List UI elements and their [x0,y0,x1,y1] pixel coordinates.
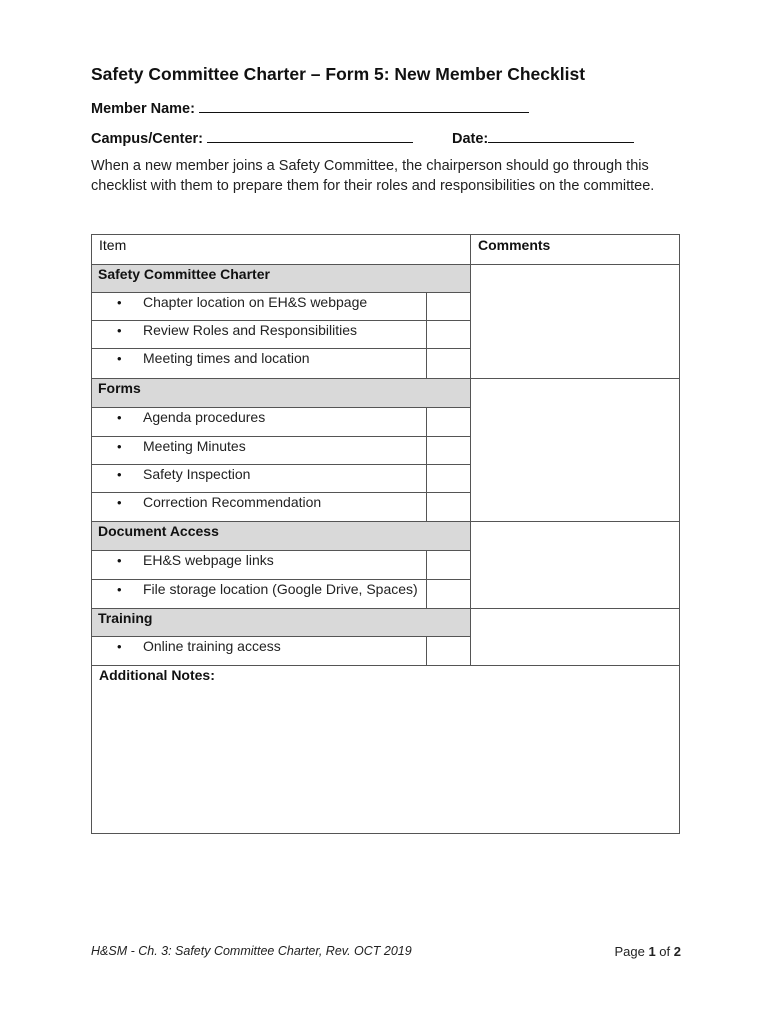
bullet-icon: • [117,639,122,654]
section-label: Safety Committee Charter [98,266,270,282]
header-comments-label: Comments [478,237,551,253]
intro-paragraph: When a new member joins a Safety Committee, the chairperson should go through this checklist with them to prepare them for their roles and responsibilities on the committee. [91,158,655,194]
page-of: of [659,944,671,959]
bullet-icon: • [117,295,122,310]
additional-notes-cell[interactable] [91,665,680,834]
date-row [452,128,634,147]
item-label: Chapter location on EH&S webpage [143,294,368,310]
item-checkbox[interactable] [426,580,470,608]
item-checkbox[interactable] [426,637,470,665]
checklist-item [91,348,471,379]
page-number [614,944,681,959]
section-label: Training [98,610,153,626]
item-checkbox[interactable] [426,293,470,320]
header-item-cell [91,234,471,265]
checklist-item [91,636,471,666]
campus-row [91,128,413,147]
bullet-icon: • [117,351,122,366]
form-title: Safety Committee Charter – Form 5: New Member Checklist [91,64,586,84]
bullet-icon: • [117,495,122,510]
bullet-icon: • [117,410,122,425]
checklist-table [91,234,680,834]
bullet-icon: • [117,467,122,482]
bullet-icon: • [117,439,122,454]
item-label: Agenda procedures [143,409,266,425]
item-label: Meeting Minutes [143,438,246,454]
comments-cell-forms[interactable] [470,378,680,522]
item-checkbox[interactable] [426,465,470,492]
checklist-item [91,436,471,465]
comments-cell-training[interactable] [470,608,680,666]
section-label: Forms [98,380,141,396]
page-current: 1 [648,944,656,959]
item-label: Safety Inspection [143,466,251,482]
item-label: File storage location (Google Drive, Spaces) [143,581,418,597]
section-safety-committee-charter [91,264,471,293]
bullet-icon: • [117,323,122,338]
item-checkbox[interactable] [426,349,470,378]
item-checkbox[interactable] [426,321,470,348]
date-label: Date: [452,131,489,147]
item-label: Online training access [143,638,281,654]
item-label: EH&S webpage links [143,552,274,568]
bullet-icon: • [117,553,122,568]
item-checkbox[interactable] [426,408,470,436]
bullet-icon: • [117,582,122,597]
header-comments-cell [470,234,680,265]
member-name-row [91,98,529,117]
checklist-item [91,407,471,437]
campus-label: Campus/Center: [91,131,203,147]
item-checkbox[interactable] [426,493,470,521]
header-item-label: Item [99,237,127,253]
section-training [91,608,471,637]
member-name-field[interactable] [199,98,529,113]
member-name-label: Member Name: [91,101,195,117]
checklist-item [91,579,471,609]
section-document-access [91,521,471,551]
item-checkbox[interactable] [426,551,470,579]
page-total: 2 [673,944,681,959]
item-label: Meeting times and location [143,350,310,366]
additional-notes-label: Additional Notes: [99,667,215,683]
date-field[interactable] [488,128,634,143]
page-word: Page [614,944,645,959]
checklist-item [91,492,471,522]
item-checkbox[interactable] [426,437,470,464]
checklist-item [91,292,471,321]
item-label: Correction Recommendation [143,494,322,510]
comments-cell-charter[interactable] [470,264,680,379]
footer-document-reference: H&SM - Ch. 3: Safety Committee Charter, Rev. OCT 2019 [91,944,412,958]
section-forms [91,378,471,408]
comments-cell-document-access[interactable] [470,521,680,609]
checklist-item [91,550,471,580]
campus-field[interactable] [207,128,413,143]
checklist-item [91,320,471,349]
section-label: Document Access [98,523,219,539]
checklist-item [91,464,471,493]
item-label: Review Roles and Responsibilities [143,322,357,338]
